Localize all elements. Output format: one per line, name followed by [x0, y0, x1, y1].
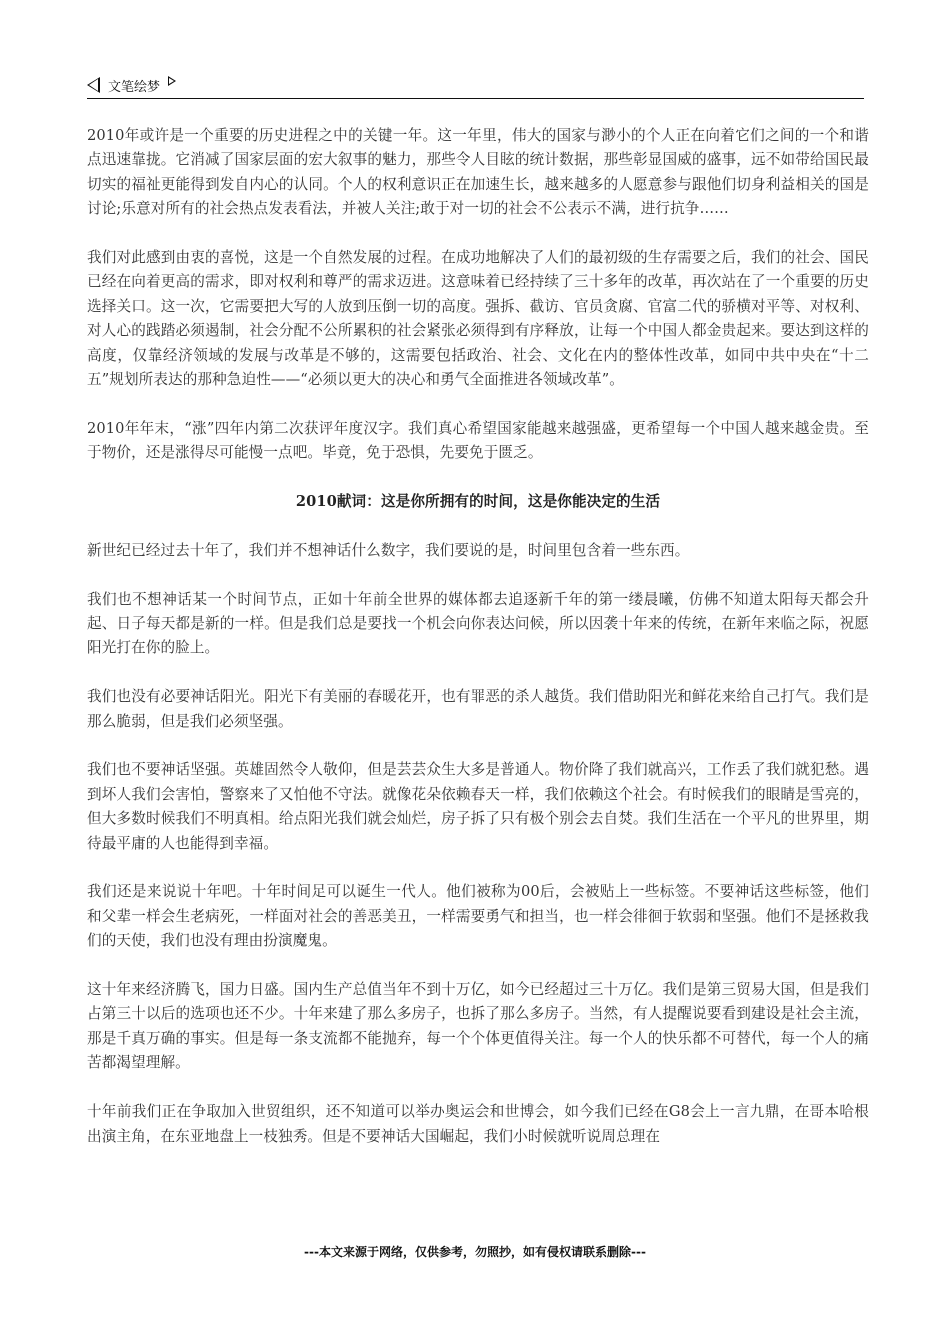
page-header — [87, 72, 864, 99]
paragraph: 这十年来经济腾飞，国力日盛。国内生产总值当年不到十万亿，如今已经超过三十万亿。我们是第三贸易大国，但是我们占第三十以后的选项也还不少。十年来建了那么多房子，也拆了那么多房子。当然，有人提醒说要看到建设是社会主流，那是千真万确的事实。但是每一条支流都不能抛弃，每一个个体更值得关注。每一个人的快乐都不可替代，每一个人的痛苦都渴望理解。 — [87, 981, 869, 1072]
paragraph: 2010年或许是一个重要的历史进程之中的关键一年。这一年里，伟大的国家与渺小的个人正在向着它们之间的一个和谐点迅速靠拢。它消减了国家层面的宏大叙事的魅力，那些令人目眩的统计数据，那些彰显国威的盛事，远不如带给国民最切实的福祉更能得到发自内心的认同。个人的权利意识正在加速生长，越来越多的人愿意参与跟他们切身利益相关的国是讨论;乐意对所有的社会热点发表看法，并被人关注;敢于对一切的社会不公表示不满，进行抗争…… — [87, 127, 869, 218]
paragraph: 新世纪已经过去十年了，我们并不想神话什么数字，我们要说的是，时间里包含着一些东西。 — [87, 541, 690, 559]
triangle-right-icon — [168, 76, 176, 86]
paragraph: 我们还是来说说十年吧。十年时间足可以诞生一代人。他们被称为00后，会被贴上一些标签。不要神话这些标签，他们和父辈一样会生老病死，一样面对社会的善恶美丑，一样需要勇气和担当，也一样会徘徊于软弱和坚强。他们不是拯救我们的天使，我们也没有理由扮演魔鬼。 — [87, 883, 869, 950]
paragraph: 我们也不要神话坚强。英雄固然令人敬仰，但是芸芸众生大多是普通人。物价降了我们就高兴，工作丢了我们就犯愁。遇到坏人我们会害怕，警察来了又怕他不守法。就像花朵依赖春天一样，我们依赖这个社会。有时候我们的眼睛是雪亮的，但大多数时候我们不明真相。给点阳光我们就会灿烂，房子拆了只有极个别会去自焚。我们生活在一个平凡的世界里，期待最平庸的人也能得到幸福。 — [87, 761, 869, 852]
header-title: 文笔绘梦 — [108, 79, 161, 95]
paragraph: 我们也没有必要神话阳光。阳光下有美丽的春暖花开，也有罪恶的杀人越货。我们借助阳光和鲜花来给自己打气。我们是那么脆弱，但是我们必须坚强。 — [87, 688, 869, 730]
paragraph: 十年前我们正在争取加入世贸组织，还不知道可以举办奥运会和世博会，如今我们已经在G8会上一言九鼎，在哥本哈根出演主角，在东亚地盘上一枝独秀。但是不要神话大国崛起，我们小时候就听说周总理在 — [87, 1103, 869, 1145]
triangle-left-icon — [87, 77, 100, 93]
footer-disclaimer: ---本文来源于网络，仅供参考，勿照抄，如有侵权请联系删除--- — [304, 1245, 646, 1259]
paragraph: 我们对此感到由衷的喜悦，这是一个自然发展的过程。在成功地解决了人们的最初级的生存需要之后，我们的社会、国民已经在向着更高的需求，即对权利和尊严的需求迈进。这意味着已经持续了三十多年的改革，再次站在了一个重要的历史选择关口。这一次，它需要把大写的人放到压倒一切的高度。强拆、截访、官员贪腐、官富二代的骄横对平等、对权利、对人心的践踏必须遏制，社会分配不公所累积的社会紧张必须得到有序释放，让每一个中国人都金贵起来。要达到这样的高度，仅靠经济领域的发展与改革是不够的，这需要包括政治、社会、文化在内的整体性改革，如同中共中央在“十二五”规划所表达的那种急迫性——“必须以更大的决心和勇气全面推进各领域改革”。 — [87, 249, 869, 389]
document-body — [87, 124, 869, 1173]
paragraph: 2010年年末，“涨”四年内第二次获评年度汉字。我们真心希望国家能越来越强盛，更希望每一个中国人越来越金贵。至于物价，还是涨得尽可能慢一点吧。毕竟，免于恐惧，先要免于匮乏。 — [87, 419, 869, 462]
paragraph: 我们也不想神话某一个时间节点，正如十年前全世界的媒体都去追逐新千年的第一缕晨曦，仿佛不知道太阳每天都会升起、日子每天都是新的一样。但是我们总是要找一个机会向你表达问候，所以因袭十年来的传统，在新年来临之际，祝愿阳光打在你的脸上。 — [87, 590, 869, 657]
section-title: 2010献词：这是你所拥有的时间，这是你能决定的生活 — [295, 493, 661, 511]
